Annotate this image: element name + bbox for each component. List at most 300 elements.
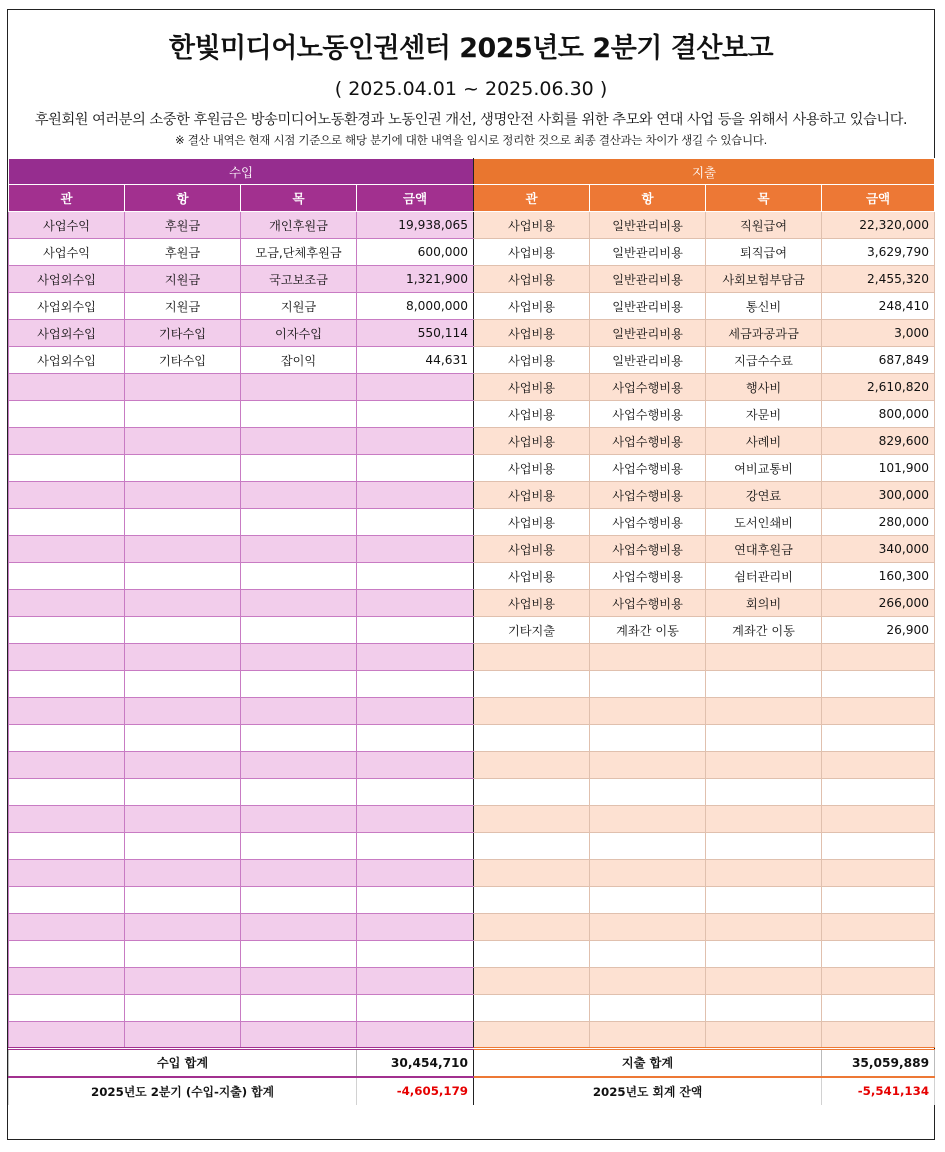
expense-hang-cell: [590, 968, 706, 995]
income-amount-cell: [357, 860, 474, 887]
income-amount-cell: [357, 374, 474, 401]
ledger-row: [9, 941, 935, 968]
expense-hang-cell: [590, 779, 706, 806]
expense-mok-cell: 직원급여: [706, 212, 822, 239]
income-amount-cell: [357, 509, 474, 536]
income-hang-cell: [125, 482, 241, 509]
report-title: 한빛미디어노동인권센터 2025년도 2분기 결산보고: [168, 33, 774, 64]
income-amount-cell: 8,000,000: [357, 293, 474, 320]
income-amount-cell: [357, 995, 474, 1022]
income-gwan-cell: [9, 644, 125, 671]
expense-amount-cell: 3,629,790: [822, 239, 935, 266]
income-gwan-cell: [9, 401, 125, 428]
income-gwan-cell: [9, 725, 125, 752]
expense-total-label: 지출 합계: [474, 1049, 822, 1077]
income-mok-cell: [241, 482, 357, 509]
expense-gwan-cell: 사업비용: [474, 482, 590, 509]
income-gwan-cell: 사업외수입: [9, 320, 125, 347]
expense-hang-cell: [590, 1022, 706, 1049]
expense-hang-cell: [590, 995, 706, 1022]
expense-mok-cell: 쉼터관리비: [706, 563, 822, 590]
income-gwan-cell: [9, 752, 125, 779]
settlement-report-sheet: [7, 9, 935, 1140]
income-hang-cell: [125, 644, 241, 671]
expense-total-value: 35,059,889: [822, 1049, 935, 1077]
income-hang-cell: [125, 860, 241, 887]
income-mok-cell: 이자수입: [241, 320, 357, 347]
expense-hang-cell: 사업수행비용: [590, 482, 706, 509]
expense-col-mok: 목: [706, 185, 822, 212]
income-gwan-cell: 사업수익: [9, 239, 125, 266]
income-amount-cell: [357, 698, 474, 725]
expense-gwan-cell: [474, 671, 590, 698]
income-mok-cell: [241, 401, 357, 428]
income-hang-cell: [125, 968, 241, 995]
expense-mok-cell: 통신비: [706, 293, 822, 320]
income-hang-cell: [125, 806, 241, 833]
income-hang-cell: [125, 455, 241, 482]
ledger-table: [8, 158, 935, 1105]
ledger-row: [9, 806, 935, 833]
expense-amount-cell: 3,000: [822, 320, 935, 347]
expense-mok-cell: 회의비: [706, 590, 822, 617]
report-note: ※ 결산 내역은 현재 시점 기준으로 해당 분기에 대한 내역을 임시로 정리한 것으로 최종 결산과는 차이가 생길 수 있습니다.: [175, 133, 767, 147]
income-gwan-cell: [9, 968, 125, 995]
income-amount-cell: [357, 725, 474, 752]
expense-mok-cell: [706, 806, 822, 833]
expense-hang-cell: 일반관리비용: [590, 320, 706, 347]
income-mok-cell: [241, 1022, 357, 1049]
ledger-row: [9, 914, 935, 941]
expense-hang-cell: [590, 860, 706, 887]
expense-amount-cell: [822, 1022, 935, 1049]
income-col-mok: 목: [241, 185, 357, 212]
ledger-row: [9, 401, 935, 428]
income-amount-cell: [357, 887, 474, 914]
expense-col-amount: 금액: [822, 185, 935, 212]
net-value: -4,605,179: [357, 1077, 474, 1105]
net-label: 2025년도 2분기 (수입-지출) 합계: [9, 1077, 357, 1105]
income-mok-cell: 국고보조금: [241, 266, 357, 293]
expense-hang-cell: [590, 914, 706, 941]
expense-hang-cell: 사업수행비용: [590, 563, 706, 590]
expense-hang-cell: 사업수행비용: [590, 401, 706, 428]
expense-amount-cell: [822, 752, 935, 779]
balance-label: 2025년도 회계 잔액: [474, 1077, 822, 1105]
ledger-row: [9, 563, 935, 590]
income-hang-cell: [125, 671, 241, 698]
expense-amount-cell: 2,455,320: [822, 266, 935, 293]
income-amount-cell: [357, 968, 474, 995]
expense-hang-cell: [590, 644, 706, 671]
income-gwan-cell: [9, 374, 125, 401]
expense-amount-cell: 800,000: [822, 401, 935, 428]
income-mok-cell: [241, 563, 357, 590]
income-gwan-cell: [9, 671, 125, 698]
expense-gwan-cell: 사업비용: [474, 239, 590, 266]
totals-row: [9, 1049, 935, 1077]
expense-mok-cell: 퇴직급여: [706, 239, 822, 266]
income-hang-cell: 지원금: [125, 293, 241, 320]
income-gwan-cell: [9, 941, 125, 968]
income-amount-cell: [357, 428, 474, 455]
expense-mok-cell: 도서인쇄비: [706, 509, 822, 536]
income-hang-cell: [125, 536, 241, 563]
expense-amount-cell: [822, 941, 935, 968]
expense-mok-cell: [706, 995, 822, 1022]
expense-amount-cell: 160,300: [822, 563, 935, 590]
expense-gwan-cell: 사업비용: [474, 590, 590, 617]
ledger-body: [9, 212, 935, 1049]
expense-gwan-cell: 사업비용: [474, 374, 590, 401]
income-mok-cell: [241, 374, 357, 401]
ledger-row: [9, 698, 935, 725]
income-hang-cell: [125, 428, 241, 455]
expense-gwan-cell: [474, 887, 590, 914]
income-hang-cell: 지원금: [125, 266, 241, 293]
income-mok-cell: [241, 941, 357, 968]
expense-amount-cell: [822, 914, 935, 941]
expense-amount-cell: [822, 833, 935, 860]
expense-hang-cell: [590, 806, 706, 833]
expense-gwan-cell: 사업비용: [474, 293, 590, 320]
ledger-row: [9, 833, 935, 860]
income-total-label: 수입 합계: [9, 1049, 357, 1077]
income-amount-cell: [357, 536, 474, 563]
income-amount-cell: [357, 941, 474, 968]
income-hang-cell: 후원금: [125, 239, 241, 266]
expense-mok-cell: [706, 779, 822, 806]
expense-gwan-cell: 사업비용: [474, 509, 590, 536]
income-amount-cell: [357, 914, 474, 941]
ledger-row: [9, 239, 935, 266]
income-amount-cell: [357, 752, 474, 779]
expense-gwan-cell: 사업비용: [474, 401, 590, 428]
income-gwan-cell: [9, 698, 125, 725]
expense-mok-cell: 행사비: [706, 374, 822, 401]
income-gwan-cell: 사업외수입: [9, 293, 125, 320]
ledger-row: [9, 266, 935, 293]
expense-mok-cell: [706, 752, 822, 779]
income-amount-cell: [357, 482, 474, 509]
expense-gwan-cell: [474, 995, 590, 1022]
expense-mok-cell: 여비교통비: [706, 455, 822, 482]
income-mok-cell: [241, 671, 357, 698]
income-hang-cell: 기타수입: [125, 347, 241, 374]
expense-hang-cell: 사업수행비용: [590, 509, 706, 536]
expense-gwan-cell: [474, 860, 590, 887]
income-mok-cell: [241, 617, 357, 644]
income-gwan-cell: [9, 995, 125, 1022]
income-mok-cell: [241, 725, 357, 752]
expense-mok-cell: [706, 887, 822, 914]
income-total-value: 30,454,710: [357, 1049, 474, 1077]
expense-hang-cell: 사업수행비용: [590, 590, 706, 617]
income-mok-cell: [241, 779, 357, 806]
expense-gwan-cell: [474, 698, 590, 725]
income-hang-cell: [125, 887, 241, 914]
expense-hang-cell: 사업수행비용: [590, 455, 706, 482]
expense-mok-cell: [706, 941, 822, 968]
income-gwan-cell: [9, 536, 125, 563]
section-header-row: [9, 159, 935, 185]
income-amount-cell: 550,114: [357, 320, 474, 347]
income-gwan-cell: 사업외수입: [9, 347, 125, 374]
expense-gwan-cell: 사업비용: [474, 428, 590, 455]
income-hang-cell: [125, 914, 241, 941]
expense-amount-cell: 22,320,000: [822, 212, 935, 239]
income-hang-cell: [125, 1022, 241, 1049]
expense-amount-cell: 280,000: [822, 509, 935, 536]
expense-amount-cell: [822, 671, 935, 698]
income-mok-cell: [241, 590, 357, 617]
expense-amount-cell: [822, 887, 935, 914]
expense-mok-cell: [706, 1022, 822, 1049]
expense-gwan-cell: 기타지출: [474, 617, 590, 644]
expense-mok-cell: [706, 644, 822, 671]
expense-mok-cell: [706, 833, 822, 860]
income-mok-cell: [241, 806, 357, 833]
income-gwan-cell: 사업수익: [9, 212, 125, 239]
expense-amount-cell: [822, 698, 935, 725]
expense-gwan-cell: 사업비용: [474, 455, 590, 482]
income-gwan-cell: [9, 509, 125, 536]
income-col-hang: 항: [125, 185, 241, 212]
expense-hang-cell: 일반관리비용: [590, 293, 706, 320]
expense-amount-cell: 2,610,820: [822, 374, 935, 401]
expense-mok-cell: 자문비: [706, 401, 822, 428]
expense-mok-cell: [706, 698, 822, 725]
expense-gwan-cell: [474, 725, 590, 752]
ledger-row: [9, 860, 935, 887]
income-hang-cell: [125, 833, 241, 860]
expense-mok-cell: [706, 914, 822, 941]
expense-hang-cell: [590, 887, 706, 914]
expense-amount-cell: 687,849: [822, 347, 935, 374]
expense-amount-cell: 300,000: [822, 482, 935, 509]
income-mok-cell: [241, 536, 357, 563]
ledger-row: [9, 968, 935, 995]
expense-hang-cell: [590, 941, 706, 968]
income-hang-cell: [125, 617, 241, 644]
expense-hang-cell: [590, 698, 706, 725]
ledger-row: [9, 995, 935, 1022]
income-gwan-cell: [9, 860, 125, 887]
expense-gwan-cell: [474, 941, 590, 968]
expense-mok-cell: 사례비: [706, 428, 822, 455]
income-gwan-cell: [9, 806, 125, 833]
income-amount-cell: [357, 590, 474, 617]
income-gwan-cell: 사업외수입: [9, 266, 125, 293]
expense-amount-cell: 101,900: [822, 455, 935, 482]
income-amount-cell: [357, 833, 474, 860]
expense-amount-cell: 829,600: [822, 428, 935, 455]
income-gwan-cell: [9, 455, 125, 482]
ledger-row: [9, 347, 935, 374]
report-period: ( 2025.04.01 ~ 2025.06.30 ): [334, 78, 608, 100]
expense-hang-cell: [590, 725, 706, 752]
income-mok-cell: 모금,단체후원금: [241, 239, 357, 266]
income-amount-cell: 19,938,065: [357, 212, 474, 239]
ledger-row: [9, 644, 935, 671]
expense-section-header: 지출: [474, 159, 935, 185]
income-hang-cell: [125, 995, 241, 1022]
income-amount-cell: [357, 617, 474, 644]
income-hang-cell: [125, 698, 241, 725]
expense-gwan-cell: [474, 1022, 590, 1049]
income-mok-cell: [241, 833, 357, 860]
expense-gwan-cell: 사업비용: [474, 347, 590, 374]
expense-gwan-cell: [474, 752, 590, 779]
income-section-header: 수입: [9, 159, 474, 185]
income-amount-cell: [357, 1022, 474, 1049]
income-col-amount: 금액: [357, 185, 474, 212]
income-amount-cell: [357, 455, 474, 482]
income-col-gwan: 관: [9, 185, 125, 212]
income-mok-cell: [241, 644, 357, 671]
income-mok-cell: 지원금: [241, 293, 357, 320]
ledger-row: [9, 212, 935, 239]
income-gwan-cell: [9, 428, 125, 455]
expense-amount-cell: [822, 725, 935, 752]
expense-hang-cell: [590, 752, 706, 779]
expense-amount-cell: [822, 968, 935, 995]
income-amount-cell: [357, 671, 474, 698]
expense-gwan-cell: [474, 968, 590, 995]
expense-gwan-cell: [474, 644, 590, 671]
income-hang-cell: [125, 725, 241, 752]
income-amount-cell: [357, 401, 474, 428]
income-hang-cell: 후원금: [125, 212, 241, 239]
income-amount-cell: [357, 644, 474, 671]
expense-hang-cell: 일반관리비용: [590, 212, 706, 239]
income-amount-cell: 1,321,900: [357, 266, 474, 293]
expense-mok-cell: 사회보험부담금: [706, 266, 822, 293]
expense-hang-cell: [590, 671, 706, 698]
expense-gwan-cell: 사업비용: [474, 320, 590, 347]
expense-amount-cell: [822, 995, 935, 1022]
expense-mok-cell: [706, 968, 822, 995]
expense-col-gwan: 관: [474, 185, 590, 212]
expense-hang-cell: [590, 833, 706, 860]
expense-hang-cell: 일반관리비용: [590, 239, 706, 266]
income-hang-cell: [125, 401, 241, 428]
expense-col-hang: 항: [590, 185, 706, 212]
ledger-row: [9, 752, 935, 779]
expense-mok-cell: 계좌간 이동: [706, 617, 822, 644]
expense-hang-cell: 일반관리비용: [590, 266, 706, 293]
ledger-row: [9, 428, 935, 455]
expense-hang-cell: 계좌간 이동: [590, 617, 706, 644]
income-mok-cell: 개인후원금: [241, 212, 357, 239]
report-description: 후원회원 여러분의 소중한 후원금은 방송미디어노동환경과 노동인권 개선, 생명안전 사회를 위한 추모와 연대 사업 등을 위해서 사용하고 있습니다.: [34, 112, 908, 128]
ledger-row: [9, 725, 935, 752]
expense-hang-cell: 사업수행비용: [590, 536, 706, 563]
income-hang-cell: [125, 563, 241, 590]
income-hang-cell: [125, 509, 241, 536]
income-mok-cell: [241, 968, 357, 995]
expense-mok-cell: 세금과공과금: [706, 320, 822, 347]
ledger-row: [9, 1022, 935, 1049]
expense-gwan-cell: [474, 833, 590, 860]
income-mok-cell: [241, 509, 357, 536]
expense-hang-cell: 일반관리비용: [590, 347, 706, 374]
income-mok-cell: [241, 914, 357, 941]
income-mok-cell: [241, 752, 357, 779]
income-hang-cell: [125, 941, 241, 968]
expense-amount-cell: [822, 860, 935, 887]
income-amount-cell: [357, 779, 474, 806]
income-gwan-cell: [9, 590, 125, 617]
column-header-row: [9, 185, 935, 212]
expense-gwan-cell: 사업비용: [474, 212, 590, 239]
income-amount-cell: 600,000: [357, 239, 474, 266]
ledger-row: [9, 482, 935, 509]
income-mok-cell: 잡이익: [241, 347, 357, 374]
expense-gwan-cell: [474, 779, 590, 806]
expense-mok-cell: 지급수수료: [706, 347, 822, 374]
expense-amount-cell: 248,410: [822, 293, 935, 320]
income-gwan-cell: [9, 914, 125, 941]
income-mok-cell: [241, 428, 357, 455]
expense-amount-cell: 340,000: [822, 536, 935, 563]
income-amount-cell: 44,631: [357, 347, 474, 374]
income-gwan-cell: [9, 482, 125, 509]
income-hang-cell: [125, 590, 241, 617]
income-gwan-cell: [9, 617, 125, 644]
ledger-row: [9, 671, 935, 698]
expense-gwan-cell: [474, 914, 590, 941]
ledger-row: [9, 779, 935, 806]
expense-mok-cell: [706, 725, 822, 752]
expense-gwan-cell: 사업비용: [474, 536, 590, 563]
income-mok-cell: [241, 860, 357, 887]
expense-amount-cell: [822, 644, 935, 671]
expense-amount-cell: [822, 779, 935, 806]
net-row: [9, 1077, 935, 1105]
income-amount-cell: [357, 563, 474, 590]
income-hang-cell: 기타수입: [125, 320, 241, 347]
income-amount-cell: [357, 806, 474, 833]
income-gwan-cell: [9, 833, 125, 860]
expense-gwan-cell: 사업비용: [474, 563, 590, 590]
ledger-row: [9, 455, 935, 482]
ledger-row: [9, 509, 935, 536]
income-gwan-cell: [9, 563, 125, 590]
income-gwan-cell: [9, 779, 125, 806]
ledger-row: [9, 617, 935, 644]
expense-hang-cell: 사업수행비용: [590, 428, 706, 455]
income-mok-cell: [241, 995, 357, 1022]
ledger-row: [9, 590, 935, 617]
expense-gwan-cell: 사업비용: [474, 266, 590, 293]
expense-hang-cell: 사업수행비용: [590, 374, 706, 401]
expense-mok-cell: 강연료: [706, 482, 822, 509]
income-hang-cell: [125, 752, 241, 779]
income-hang-cell: [125, 374, 241, 401]
ledger-row: [9, 320, 935, 347]
expense-mok-cell: [706, 860, 822, 887]
income-mok-cell: [241, 698, 357, 725]
income-hang-cell: [125, 779, 241, 806]
balance-value: -5,541,134: [822, 1077, 935, 1105]
income-mok-cell: [241, 887, 357, 914]
expense-amount-cell: [822, 806, 935, 833]
expense-mok-cell: [706, 671, 822, 698]
expense-amount-cell: 26,900: [822, 617, 935, 644]
ledger-row: [9, 887, 935, 914]
ledger-row: [9, 293, 935, 320]
